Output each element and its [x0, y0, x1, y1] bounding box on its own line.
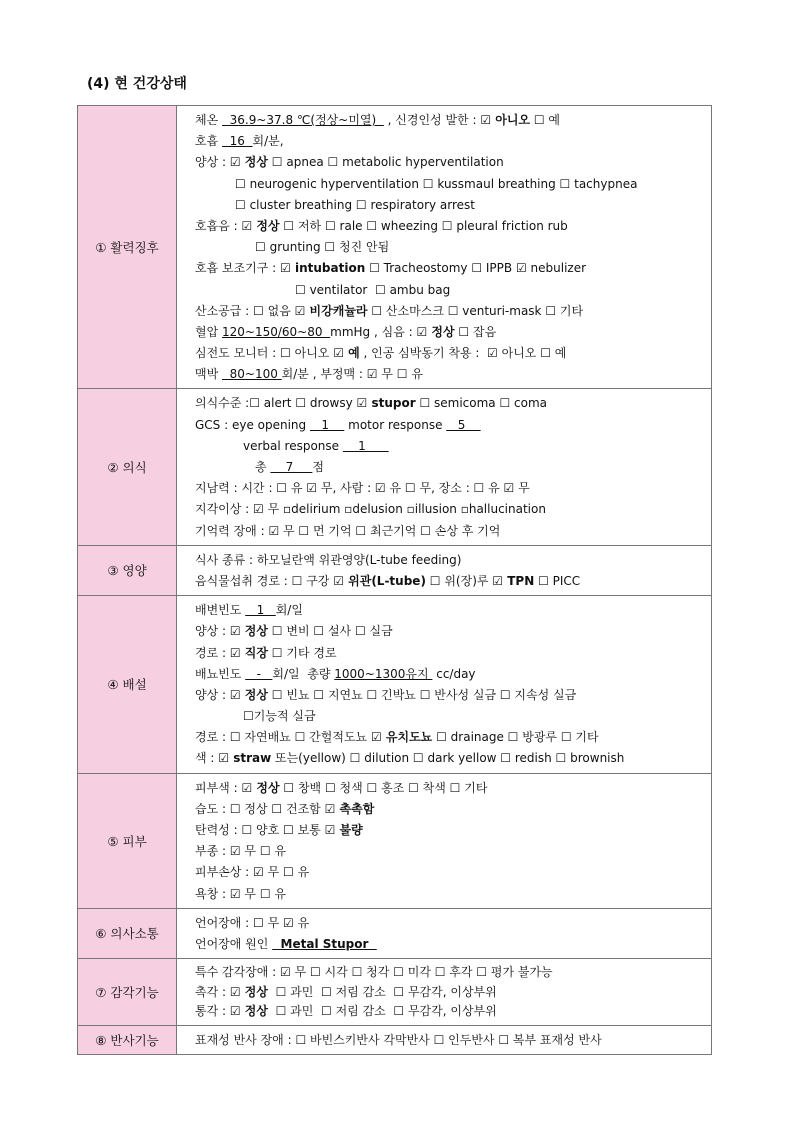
- section-row-reflex-function: [78, 1025, 712, 1054]
- form-text: ☑ 정상: [241, 218, 280, 233]
- form-text: , 인공 심박동기 착용 : ☑ 아니오 ☐ 예: [359, 346, 567, 361]
- section-header-skin: ⑤ 피부: [78, 773, 177, 908]
- form-line: [195, 415, 703, 436]
- form-text: 특수 감각장애 : ☑ 무 ☐ 시각 ☐ 청각 ☐ 미각 ☐ 후각 ☐ 평가 불가능: [195, 965, 553, 980]
- form-line: [195, 862, 703, 883]
- form-text: 습도 : ☐ 정상 ☐ 건조함: [195, 801, 325, 816]
- form-line: [195, 643, 703, 664]
- form-text: 회/일 총량: [272, 666, 335, 681]
- form-text: 회/분 , 부정맥 : ☑ 무 ☐ 유: [281, 367, 423, 382]
- form-text: ☑ 정상: [229, 1004, 268, 1019]
- form-text: ☑ 불량: [324, 823, 363, 837]
- form-line: [195, 237, 703, 258]
- filled-value: -: [245, 666, 273, 681]
- form-line: [195, 571, 703, 592]
- form-text: 촉각 :: [195, 984, 230, 999]
- form-text: ☑ intubation: [280, 261, 366, 276]
- section-header-nutrition: ③ 영양: [78, 545, 177, 595]
- filled-value: 1: [245, 603, 276, 618]
- form-text: ☐ 저하 ☐ rale ☐ wheezing ☐ pleural friction rub: [279, 218, 568, 233]
- section-row-skin: [78, 773, 712, 908]
- filled-value: 1: [342, 438, 389, 453]
- form-text: ☑ 예: [333, 346, 360, 361]
- form-line: [195, 457, 703, 478]
- section-header-vital-signs: ① 활력징후: [78, 106, 177, 389]
- form-text: 호흡: [195, 134, 222, 149]
- form-text: ☑ 유치도뇨: [370, 730, 433, 745]
- form-text: 색 :: [195, 751, 219, 766]
- form-text: 탄력성 : ☐ 양호 ☐ 보통: [195, 823, 325, 837]
- form-text: 피부손상 : ☑ 무 ☐ 유: [195, 865, 310, 880]
- form-text: 심전도 모니터 : ☐ 아니오: [195, 346, 334, 361]
- filled-value: 36.9~37.8 ℃(정상~미열): [222, 113, 384, 127]
- form-text: 식사 종류 : 하모닐란액 위관영양(L-tube feeding): [195, 552, 462, 567]
- form-text: cc/day: [432, 666, 476, 681]
- filled-value: 80~100: [222, 367, 282, 382]
- form-text: 총: [255, 460, 271, 474]
- form-line: [195, 195, 703, 216]
- form-text: 욕창 : ☑ 무 ☐ 유: [195, 886, 286, 901]
- form-text: ☑ TPN: [492, 573, 535, 588]
- form-line: [195, 963, 703, 983]
- form-text: 음식물섭취 경로 : ☐ 구강: [195, 573, 334, 588]
- form-text: ☐ 산소마스크 ☐ venturi-mask ☐ 기타: [367, 303, 584, 318]
- form-line: [195, 152, 703, 173]
- section-content-nutrition: [177, 545, 712, 595]
- form-line: [195, 110, 703, 131]
- form-text: 피부색 :: [195, 780, 242, 795]
- section-content-sensory-function: [177, 959, 712, 1026]
- health-status-table-body: [78, 106, 712, 1055]
- form-line: [195, 983, 703, 1003]
- form-line: [195, 280, 703, 301]
- form-text: ☐ ventilator ☐ ambu bag: [295, 282, 451, 297]
- section-header-communication: ⑥ 의사소통: [78, 908, 177, 958]
- form-text: 호흡 보조기구 :: [195, 261, 281, 276]
- form-text: ☐ Tracheostomy ☐ IPPB ☑ nebulizer: [365, 261, 587, 276]
- section-content-reflex-function: [177, 1025, 712, 1054]
- form-line: [195, 301, 703, 322]
- form-text: ☐ 과민 ☐ 저림 감소 ☐ 무감각, 이상부위: [267, 1004, 497, 1019]
- form-text: 의식수준 :☐ alert ☐ drowsy: [195, 396, 357, 411]
- form-text: ☑ stupor: [356, 396, 416, 411]
- filled-value: Metal Stupor: [272, 936, 377, 951]
- form-line: [195, 913, 703, 934]
- form-text: 통각 :: [195, 1004, 230, 1019]
- section-content-communication: [177, 908, 712, 958]
- form-text: ☑ 정상: [416, 324, 455, 339]
- section-content-elimination: [177, 596, 712, 774]
- filled-value: 5: [446, 417, 481, 432]
- form-text: ☑ 정상: [241, 780, 280, 795]
- form-line: [195, 478, 703, 499]
- form-line: [195, 436, 703, 457]
- form-text: motor response: [344, 417, 447, 432]
- form-text: ☐ apnea ☐ metabolic hyperventilation: [267, 155, 504, 170]
- form-text: 양상 :: [195, 687, 230, 702]
- filled-value: 16: [222, 134, 253, 149]
- section-content-consciousness: [177, 389, 712, 545]
- form-line: [195, 393, 703, 414]
- form-line: [195, 934, 703, 955]
- filled-value: 120~150/60~80: [222, 324, 331, 339]
- form-text: , 신경인성 발한 :: [383, 113, 481, 127]
- form-line: [195, 841, 703, 862]
- form-line: [195, 820, 703, 841]
- form-text: 경로 : ☐ 자연배뇨 ☐ 간헐적도뇨: [195, 730, 371, 745]
- section-header-consciousness: ② 의식: [78, 389, 177, 545]
- form-text: 맥박: [195, 367, 222, 382]
- form-text: ☑ 정상: [229, 984, 268, 999]
- form-line: [195, 685, 703, 706]
- section-header-sensory-function: ⑦ 감각기능: [78, 959, 177, 1026]
- form-text: ☐ 창백 ☐ 청색 ☐ 홍조 ☐ 착색 ☐ 기타: [279, 780, 488, 795]
- form-text: 지각이상 : ☑ 무 ▫delirium ▫delusion ▫illusion ▫hallucination: [195, 502, 546, 517]
- form-text: 회/일: [275, 603, 303, 618]
- section-header-reflex-function: ⑧ 반사기능: [78, 1025, 177, 1054]
- section-header-elimination: ④ 배설: [78, 596, 177, 774]
- form-text: 배뇨빈도: [195, 666, 246, 681]
- form-line: [195, 727, 703, 748]
- form-text: ☑ 아니오: [480, 113, 531, 127]
- form-text: ☐ grunting ☐ 청진 안됨: [255, 240, 390, 255]
- form-text: 또는(yellow) ☐ dilution ☐ dark yellow ☐ redish ☐ brownish: [271, 751, 625, 766]
- form-text: 경로 :: [195, 645, 230, 660]
- form-text: 표재성 반사 장애 : ☐ 바빈스키반사 각막반사 ☐ 인두반사 ☐ 복부 표재성 반사: [195, 1032, 602, 1047]
- form-line: [195, 799, 703, 820]
- section-row-communication: [78, 908, 712, 958]
- section-row-consciousness: [78, 389, 712, 545]
- form-text: 기억력 장애 : ☑ 무 ☐ 먼 기억 ☐ 최근기억 ☐ 손상 후 기억: [195, 523, 501, 538]
- form-text: ☑ 직장: [229, 645, 268, 660]
- section-row-sensory-function: [78, 959, 712, 1026]
- form-line: [195, 364, 703, 385]
- form-text: ☐ 변비 ☐ 설사 ☐ 실금: [267, 624, 393, 639]
- form-text: ☑ 위관(L-tube): [333, 573, 426, 588]
- form-text: 지남력 : 시간 : ☐ 유 ☑ 무, 사람 : ☑ 유 ☐ 무, 장소 : ☐ 유 ☑ 무: [195, 481, 530, 496]
- filled-value: 1: [309, 417, 345, 432]
- form-text: ☐ 예: [530, 113, 561, 127]
- form-line: [195, 131, 703, 152]
- form-text: ☐ PICC: [534, 573, 581, 588]
- form-line: [195, 664, 703, 685]
- form-text: ☑ 촉촉함: [324, 801, 375, 816]
- form-text: ☐ semicoma ☐ coma: [415, 396, 548, 411]
- section-row-elimination: [78, 596, 712, 774]
- form-line: [195, 174, 703, 195]
- form-text: mmHg , 심음 :: [330, 324, 417, 339]
- section-title: (4) 현 건강상태: [87, 76, 187, 92]
- form-line: [195, 258, 703, 279]
- form-text: ☐기능적 실금: [243, 709, 316, 724]
- section-content-vital-signs: [177, 106, 712, 389]
- form-text: 양상 :: [195, 624, 230, 639]
- form-text: 배변빈도: [195, 603, 246, 618]
- form-line: [195, 343, 703, 364]
- form-text: 언어장애 : ☐ 무 ☑ 유: [195, 915, 310, 930]
- form-text: ☑ 비강캐뉼라: [294, 303, 368, 318]
- form-text: 점: [312, 460, 324, 474]
- form-text: ☐ 과민 ☐ 저림 감소 ☐ 무감각, 이상부위: [267, 984, 497, 999]
- section-content-skin: [177, 773, 712, 908]
- form-text: ☑ 정상: [229, 155, 268, 170]
- filled-value: 7: [270, 460, 313, 474]
- form-text: 언어장애 원인: [195, 936, 273, 951]
- form-text: ☐ 기타 경로: [267, 645, 337, 660]
- form-line: [195, 600, 703, 621]
- form-line: [195, 884, 703, 905]
- form-text: ☐ 위(장)루: [425, 573, 493, 588]
- form-line: [195, 1030, 703, 1051]
- form-text: 양상 :: [195, 155, 230, 170]
- form-line: [195, 216, 703, 237]
- form-text: 부종 : ☑ 무 ☐ 유: [195, 844, 286, 859]
- health-status-table: [77, 105, 712, 1055]
- form-line: [195, 521, 703, 542]
- form-line: [195, 1002, 703, 1022]
- form-text: ☐ drainage ☐ 방광루 ☐ 기타: [432, 730, 599, 745]
- form-text: ☐ neurogenic hyperventilation ☐ kussmaul breathing ☐ tachypnea: [235, 176, 638, 191]
- form-text: ☐ 잡음: [454, 324, 497, 339]
- filled-value: 1000~1300유지: [334, 666, 433, 681]
- section-row-vital-signs: [78, 106, 712, 389]
- form-line: [195, 322, 703, 343]
- form-line: [195, 706, 703, 727]
- form-line: [195, 778, 703, 799]
- form-text: ☑ 정상: [229, 687, 268, 702]
- form-text: 산소공급 : ☐ 없음: [195, 303, 295, 318]
- form-text: 호흡음 :: [195, 218, 242, 233]
- form-text: ☐ cluster breathing ☐ respiratory arrest: [235, 197, 475, 212]
- form-text: ☑ 정상: [229, 624, 268, 639]
- form-text: 체온: [195, 113, 222, 127]
- form-text: verbal response: [243, 438, 343, 453]
- form-line: [195, 748, 703, 769]
- section-row-nutrition: [78, 545, 712, 595]
- form-line: [195, 550, 703, 571]
- form-text: ☑ straw: [218, 751, 272, 766]
- form-text: GCS : eye opening: [195, 417, 310, 432]
- form-line: [195, 499, 703, 520]
- form-text: 회/분,: [252, 134, 284, 149]
- form-line: [195, 621, 703, 642]
- form-text: ☐ 빈뇨 ☐ 지연뇨 ☐ 긴박뇨 ☐ 반사성 실금 ☐ 지속성 실금: [267, 687, 577, 702]
- form-text: 혈압: [195, 324, 222, 339]
